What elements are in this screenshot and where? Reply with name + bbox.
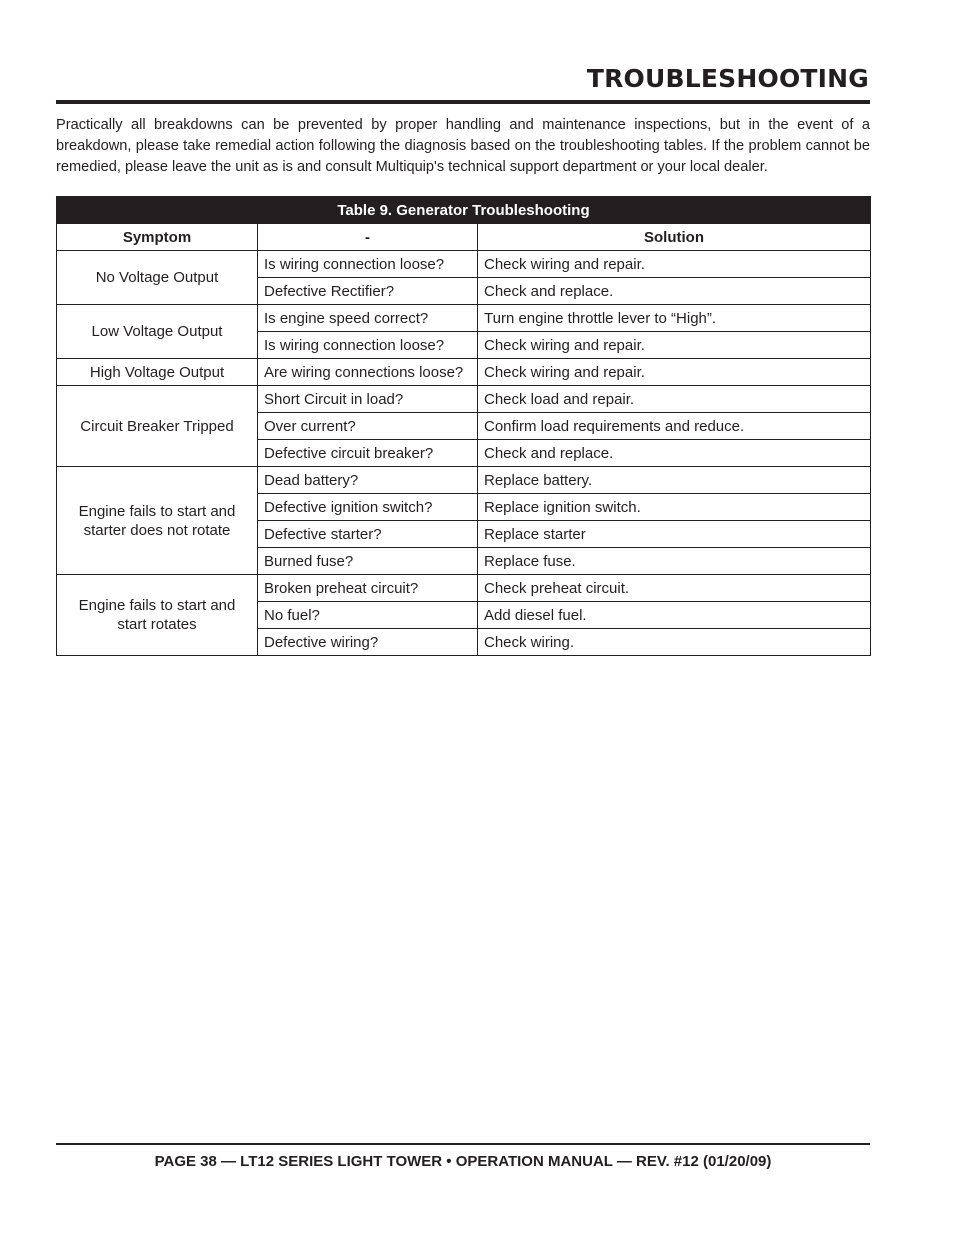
table-row <box>57 575 871 602</box>
header-cause: - <box>258 224 478 251</box>
solution-cell: Replace fuse. <box>478 548 871 575</box>
cause-cell: Broken preheat circuit? <box>258 575 478 602</box>
table-row <box>57 359 871 386</box>
cause-cell: Is wiring connection loose? <box>258 251 478 278</box>
table-caption: Table 9. Generator Troubleshooting <box>57 197 871 224</box>
table-row <box>57 386 871 413</box>
footer-rule <box>56 1143 870 1145</box>
cause-cell: Defective circuit breaker? <box>258 440 478 467</box>
page-title: TROUBLESHOOTING <box>586 64 869 93</box>
cause-cell: Over current? <box>258 413 478 440</box>
solution-cell: Check preheat circuit. <box>478 575 871 602</box>
table-header-row <box>57 224 871 251</box>
solution-cell: Turn engine throttle lever to “High”. <box>478 305 871 332</box>
table-row <box>57 251 871 278</box>
solution-cell: Check wiring and repair. <box>478 359 871 386</box>
header-solution: Solution <box>478 224 871 251</box>
table-caption-row <box>57 197 871 224</box>
cause-cell: Defective wiring? <box>258 629 478 656</box>
solution-cell: Replace ignition switch. <box>478 494 871 521</box>
symptom-cell: Low Voltage Output <box>57 305 258 359</box>
symptom-cell: Circuit Breaker Tripped <box>57 386 258 467</box>
table-row <box>57 467 871 494</box>
symptom-cell: High Voltage Output <box>57 359 258 386</box>
cause-cell: Short Circuit in load? <box>258 386 478 413</box>
troubleshooting-table <box>56 196 871 656</box>
symptom-cell: No Voltage Output <box>57 251 258 305</box>
cause-cell: Defective starter? <box>258 521 478 548</box>
title-rule <box>56 100 870 104</box>
intro-paragraph: Practically all breakdowns can be prevented by proper handling and maintenance inspections, but in the event of a breakdown, please take remedial action following the diagnosis based on the troubleshooting tables. If the problem cannot be remedied, please leave the unit as is and consult Multiquip's technical support department or your local dealer. <box>56 117 870 175</box>
solution-cell: Check load and repair. <box>478 386 871 413</box>
cause-cell: Dead battery? <box>258 467 478 494</box>
header-symptom: Symptom <box>57 224 258 251</box>
cause-cell: Burned fuse? <box>258 548 478 575</box>
solution-cell: Add diesel fuel. <box>478 602 871 629</box>
solution-cell: Confirm load requirements and reduce. <box>478 413 871 440</box>
cause-cell: Defective ignition switch? <box>258 494 478 521</box>
cause-cell: Are wiring connections loose? <box>258 359 478 386</box>
solution-cell: Check and replace. <box>478 278 871 305</box>
table-row <box>57 305 871 332</box>
cause-cell: Is wiring connection loose? <box>258 332 478 359</box>
solution-cell: Check and replace. <box>478 440 871 467</box>
cause-cell: Is engine speed correct? <box>258 305 478 332</box>
solution-cell: Replace battery. <box>478 467 871 494</box>
solution-cell: Replace starter <box>478 521 871 548</box>
solution-cell: Check wiring. <box>478 629 871 656</box>
cause-cell: No fuel? <box>258 602 478 629</box>
symptom-cell: Engine fails to start and starter does not rotate <box>57 467 258 575</box>
cause-cell: Defective Rectifier? <box>258 278 478 305</box>
page-footer: PAGE 38 — LT12 SERIES LIGHT TOWER • OPERATION MANUAL — REV. #12 (01/20/09) <box>154 1153 772 1170</box>
solution-cell: Check wiring and repair. <box>478 332 871 359</box>
solution-cell: Check wiring and repair. <box>478 251 871 278</box>
symptom-cell: Engine fails to start and start rotates <box>57 575 258 656</box>
